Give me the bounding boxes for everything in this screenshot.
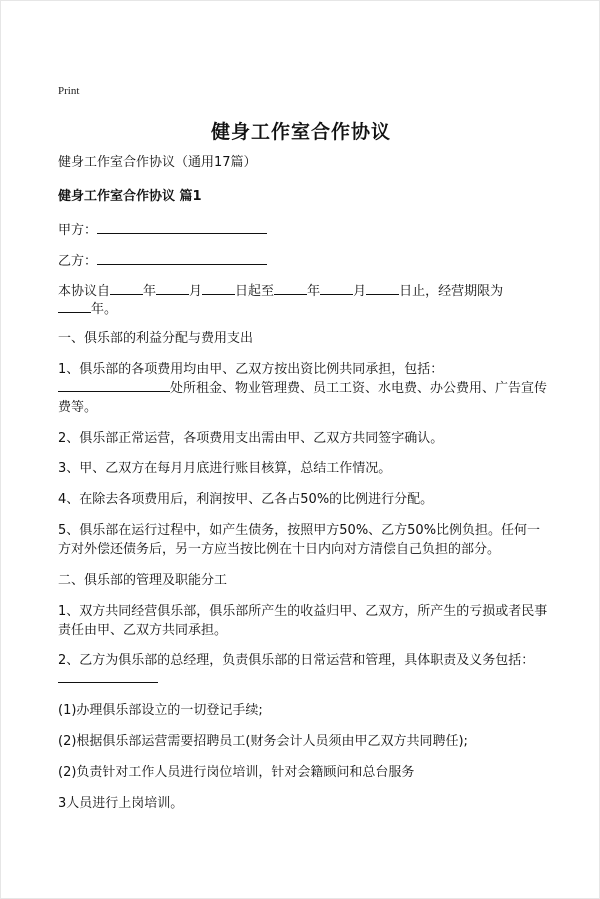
part1-heading: 一、俱乐部的利益分配与费用支出: [58, 331, 254, 346]
party-b-blank: [97, 251, 267, 265]
clause-1-5: 5、俱乐部在运行过程中，如产生债务，按照甲方50%、乙方50%比例负担。任何一方对外偿还债务后，另一方应当按比例在十日内向对方清偿自己负担的部分。: [58, 523, 541, 557]
clause-1-1-text: 处所租金、物业管理费、员工工资、水电费、办公费用、广告宣传费等。: [58, 381, 548, 415]
term-text-from: 本协议自: [58, 284, 111, 299]
clause-2-1: 1、双方共同经营俱乐部，俱乐部所产生的收益归甲、乙双方，所产生的亏损或者民事责任由甲、乙双方共同承担。: [58, 604, 548, 638]
clause-2-2-blank: [58, 669, 158, 683]
clause-1-4: 4、在除去各项费用后，利润按甲、乙各占50%的比例进行分配。: [58, 492, 434, 507]
term-text-until: 日起至: [235, 284, 275, 299]
duty-1: (1)办理俱乐部设立的一切登记手续;: [58, 703, 263, 718]
party-b-label: 乙方：: [58, 254, 98, 269]
document-title: 健身工作室合作协议: [210, 121, 391, 143]
term-start-month-blank: [156, 281, 189, 295]
term-end-day-blank: [366, 281, 399, 295]
duty-4: 3人员进行上岗培训。: [58, 796, 184, 811]
duty-3: (2)负责针对工作人员进行岗位培训，针对会籍顾问和总台服务: [58, 765, 415, 780]
section-heading: 健身工作室合作协议 篇1: [58, 189, 202, 204]
term-text-period: 日止，经营期限为: [399, 284, 504, 299]
clause-1-3: 3、甲、乙双方在每月月底进行账目核算，总结工作情况。: [58, 461, 392, 476]
party-a-row: [58, 220, 267, 240]
party-a-blank: [97, 220, 267, 234]
clause-1-1-line-1: 1、俱乐部的各项费用均由甲、乙双方按出资比例共同承担，包括：: [58, 362, 444, 377]
term-start-year-blank: [110, 281, 143, 295]
term-text-years-end: 年。: [91, 302, 118, 317]
term-text-end-year: 年: [307, 284, 321, 299]
part2-heading: 二、俱乐部的管理及职能分工: [58, 573, 228, 588]
term-text-month: 月: [189, 284, 203, 299]
party-b-row: [58, 251, 267, 271]
clause-1-1-line-2: [58, 378, 548, 417]
clause-2-2-blank-row: [58, 669, 158, 689]
term-end-year-blank: [274, 281, 307, 295]
term-line-1: [58, 281, 503, 301]
term-text-year: 年: [143, 284, 157, 299]
party-a-label: 甲方：: [58, 223, 98, 238]
print-link[interactable]: Print: [58, 85, 80, 97]
clause-1-2: 2、俱乐部正常运营，各项费用支出需由甲、乙双方共同签字确认。: [58, 431, 444, 446]
term-text-end-month: 月: [353, 284, 367, 299]
clause-2-2: 2、乙方为俱乐部的总经理，负责俱乐部的日常运营和管理，具体职责及义务包括：: [58, 653, 535, 668]
term-period-blank: [58, 299, 91, 313]
duty-2: (2)根据俱乐部运营需要招聘员工(财务会计人员须由甲乙双方共同聘任);: [58, 734, 468, 749]
term-start-day-blank: [202, 281, 235, 295]
clause-1-1-blank: [58, 378, 170, 392]
term-end-month-blank: [320, 281, 353, 295]
document-subtitle: 健身工作室合作协议（通用17篇）: [58, 155, 257, 170]
term-line-2: [58, 299, 117, 319]
